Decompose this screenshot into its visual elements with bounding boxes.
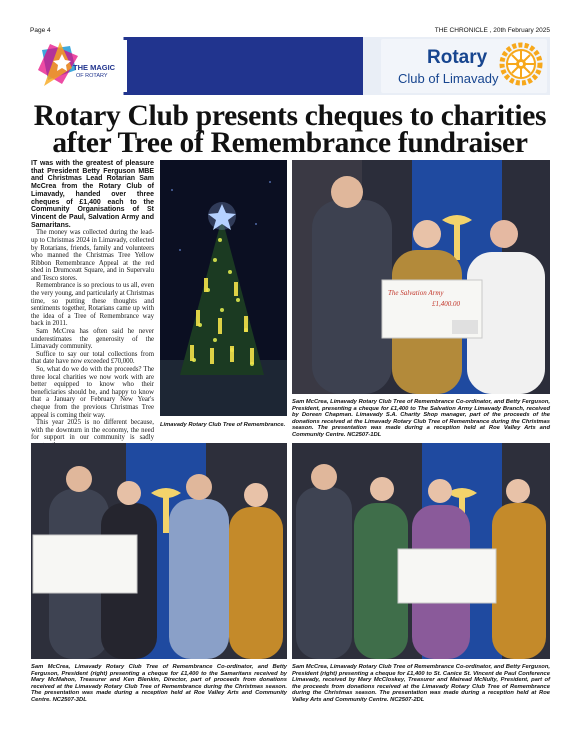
article-paragraph: Sam McCrea has often said he never underestimates the generosity of the Limavady community. [31, 328, 154, 351]
tree-caption: Limavady Rotary Club Tree of Remembrance. [160, 422, 286, 428]
publication-dateline: THE CHRONICLE , 20th February 2025 [434, 27, 550, 34]
salvation-caption: Sam McCrea, Limavady Rotary Club Tree of Remembrance Co-ordinator, and Betty Ferguson, President, presenting a cheque for £1,400 to The Salvation Army Limavady Branch, received by Doreen Chapman. Limavady S.A. Charity Shop manager, part of the proceeds of the donations received at the Limavady Rotary Club Tree of Remembrance during the Christmas season. The presentation was made during a reception held at Roe Valley Arts and Community Centre. NC2507-1DL [292, 399, 550, 438]
article-headline: Rotary Club presents cheques to charities after Tree of Remembrance fundraiser [33, 100, 547, 159]
salvation-cheque [388, 282, 478, 300]
cheque-amount: £1,400.00 [432, 300, 460, 308]
st-vincent-photo [292, 443, 550, 659]
st-vincent-caption: Sam McCrea, Limavady Rotary Club Tree of Remembrance Co-ordinator, and Betty Ferguson, President (right) presenting a cheque for £1,400 to St. Canice St. Vincent de Paul Conference Limavady, received by Mary McCloskey, Treasurer and Mairead McNulty, President, part of the proceeds from donations received at the Limavady Rotary Club Tree of Remembrance during the Christmas season. The presentation was made during a reception held at Roe Valley Arts and Community Centre. NC2507-2DL [292, 664, 550, 703]
tree-photo [160, 160, 287, 416]
article-paragraph: This year 2025 is no different because, with the downturn in the economy, the need for support in our community is sadly [31, 419, 154, 442]
magic-title: THE MAGIC [73, 63, 116, 72]
rotary-wheel-icon [499, 42, 543, 91]
article-paragraph: So, what do we do with the proceeds? The three local charities we now work with are better equipped to know who their beneficiaries should be, and happy to know that a January or February New Year's cheque from the previous Christmas Tree appeal is coming their way. [31, 366, 154, 419]
page-number: Page 4 [30, 27, 51, 34]
samaritans-caption: Sam McCrea, Limavady Rotary Club Tree of Remembrance Co-ordinator, and Betty Ferguson, President (right) presenting a cheque for £1,400 to the Samaritans received by Mary McMahon, Treasurer and Ken Blenkin, Director, part of proceeds from donations received at the Limavady Rotary Club Tree of Remembrance during the Christmas season. The presentation was made during a reception held at Roe Valley Arts and Community Centre. NC2507-3DL [31, 664, 287, 703]
article-paragraph: The money was collected during the lead-up to Christmas 2024 in Limavady, collected by Rotarians, friends, family and volunteers who manned the Christmas Tree Yellow Ribbon Remembrance Appeal at the red shed in Drumceatt Square, and in Supervalu and Tesco stores. [31, 229, 154, 282]
article-paragraph: Remembrance is so precious to us all, even the very young, and particularly at Christmas time, so putting these thoughts and sentiments together, Rotarians came up with the idea of a Tree of Remembrance way back in 2011. [31, 282, 154, 328]
rotary-club-name: Club of Limavady [398, 71, 499, 86]
article-paragraph: Suffice to say our total collections from that date have now exceeded £70,000. [31, 350, 154, 366]
cheque-payee: The Salvation Army [388, 289, 444, 297]
salvation-army-photo [292, 160, 550, 394]
rotary-wordmark: Rotary [427, 47, 488, 68]
article-lead: IT was with the greatest of pleasure that President Betty Ferguson MBE and Christmas Lead Rotarian Sam McCrea from the Rotary Club of Limavady, handed over three cheques of £1,400 each to the Community Organisations of St Vincent de Paul, Salvation Army and Samaritans. [31, 160, 154, 229]
magic-subtitle: OF ROTARY [76, 73, 108, 79]
samaritans-photo [31, 443, 287, 659]
